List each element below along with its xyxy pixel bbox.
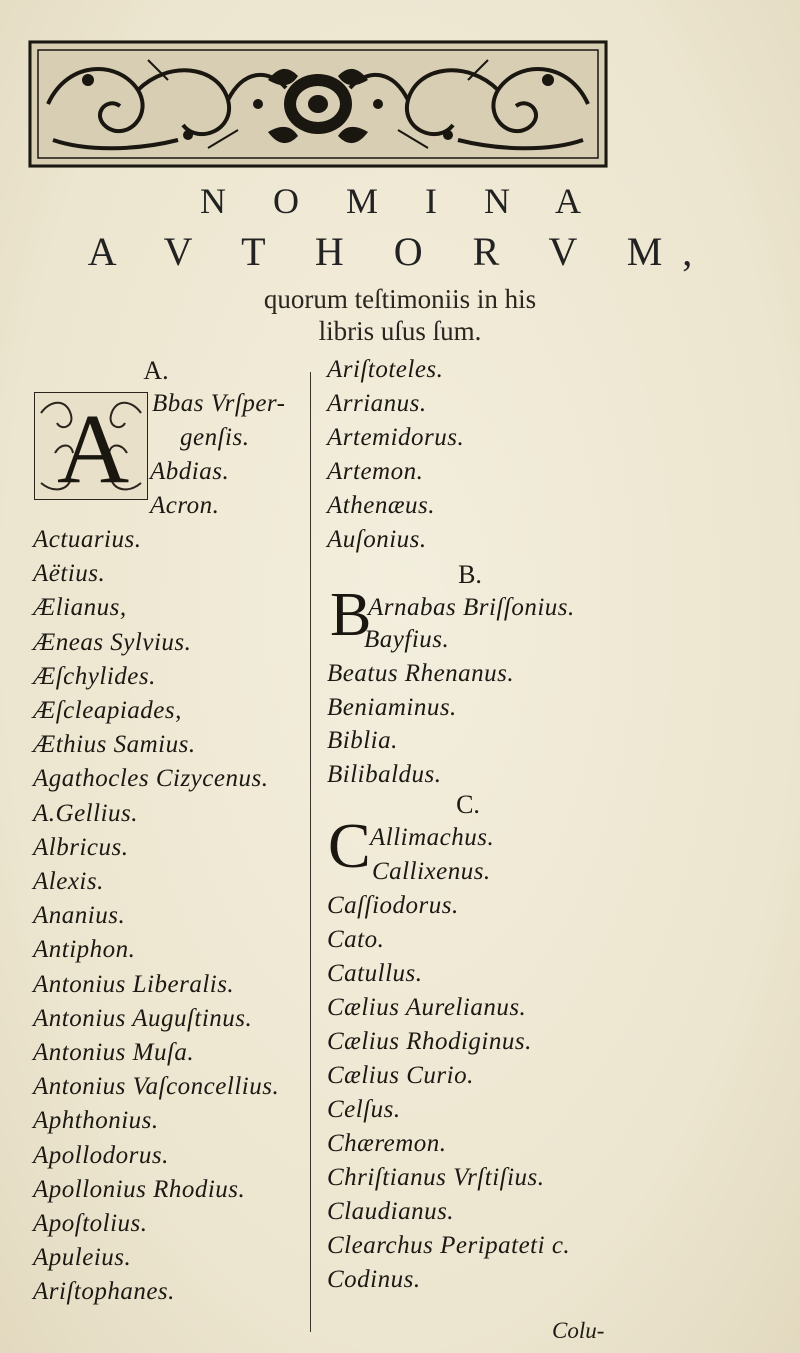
author-entry: Ariſtoteles. [327, 356, 444, 383]
author-entry: Clearchus Peripateti c. [327, 1232, 571, 1259]
author-entry: Æſchylides. [33, 662, 156, 690]
initial-letter-a: A [57, 393, 130, 500]
author-entry: Alexis. [33, 868, 104, 895]
initial-line: Bbas Vrſper- [152, 390, 286, 417]
author-entry: Claudianus. [327, 1198, 455, 1225]
catchword: Colu- [552, 1318, 605, 1343]
author-entry: Actuarius. [33, 526, 142, 553]
author-entry: Antonius Muſa. [33, 1039, 195, 1066]
author-entry: Chæremon. [327, 1130, 447, 1157]
author-entry: Athenæus. [327, 492, 435, 519]
author-entry: Cælius Rhodiginus. [327, 1028, 532, 1055]
author-entry: Beniaminus. [327, 693, 457, 721]
subtitle-line-2: libris uſus ſum. [318, 316, 482, 346]
author-entry: Antonius Auguſtinus. [33, 1004, 253, 1032]
floral-headpiece-ornament [28, 40, 608, 168]
author-entry: Æneas Sylvius. [33, 628, 192, 656]
author-entry: Artemidorus. [327, 424, 465, 451]
author-entry: Arrianus. [327, 390, 427, 417]
initial-letter-b: B [330, 581, 372, 649]
section-letter-c: C. [456, 790, 480, 819]
author-entry: Ariſtophanes. [33, 1278, 175, 1306]
author-entry: Cælius Curio. [327, 1062, 474, 1089]
initial-line: genſis. [180, 424, 250, 451]
author-entry: Albricus. [33, 833, 129, 861]
subtitle-line-1: quorum teſtimoniis in his [263, 284, 537, 314]
initial-line: Allimachus. [370, 824, 495, 851]
initial-line: Bayfius. [364, 626, 450, 653]
author-entry: Beatus Rhenanus. [327, 660, 515, 687]
initial-letter-c: C [328, 810, 371, 881]
initial-line: Callixenus. [372, 858, 491, 885]
author-entry: Caſſiodorus. [327, 892, 459, 919]
author-entry: Ananius. [33, 902, 126, 930]
author-entry: Biblia. [327, 727, 398, 754]
author-entry: Aphthonius. [33, 1107, 159, 1135]
author-entry: Apollonius Rhodius. [33, 1175, 246, 1203]
title-avthorvm: A V T H O R V M, [87, 229, 713, 274]
author-entry: Antonius Liberalis. [33, 970, 235, 998]
title-nomina: N O M I N A [199, 181, 600, 221]
author-entry: A.Gellius. [33, 799, 138, 827]
author-entry: Apoſtolius. [33, 1210, 148, 1237]
author-entry: Cælius Aurelianus. [327, 994, 527, 1021]
author-entry: Ælianus, [33, 594, 127, 622]
author-entry: Aëtius. [33, 560, 106, 588]
author-entry: Auſonius. [327, 526, 427, 553]
initial-line: Arnabas Briſſonius. [368, 594, 575, 621]
author-entry: Catullus. [327, 960, 423, 987]
section-letter-b: B. [458, 560, 482, 589]
author-entry: Artemon. [327, 458, 424, 485]
author-entry: Chriſtianus Vrſtiſius. [327, 1164, 545, 1191]
decorated-initial-a [34, 392, 148, 500]
column-divider [310, 372, 311, 1332]
author-entry: Apuleius. [33, 1244, 132, 1272]
author-entry: Antonius Vaſconcellius. [33, 1073, 280, 1101]
initial-line: Acron. [150, 492, 220, 519]
author-entry: Apollodorus. [33, 1141, 169, 1169]
author-entry: Agathocles Cizycenus. [33, 765, 269, 793]
author-entry: Æthius Samius. [33, 731, 196, 759]
author-entry: Æſcleapiades, [33, 697, 182, 724]
author-entry: Bilibaldus. [327, 760, 442, 788]
section-letter-a: A. [143, 356, 169, 385]
author-entry: Cato. [327, 926, 385, 953]
author-entry: Antiphon. [33, 936, 136, 964]
initial-line: Abdias. [150, 458, 230, 485]
author-entry: Codinus. [327, 1266, 421, 1293]
author-entry: Celſus. [327, 1096, 401, 1123]
